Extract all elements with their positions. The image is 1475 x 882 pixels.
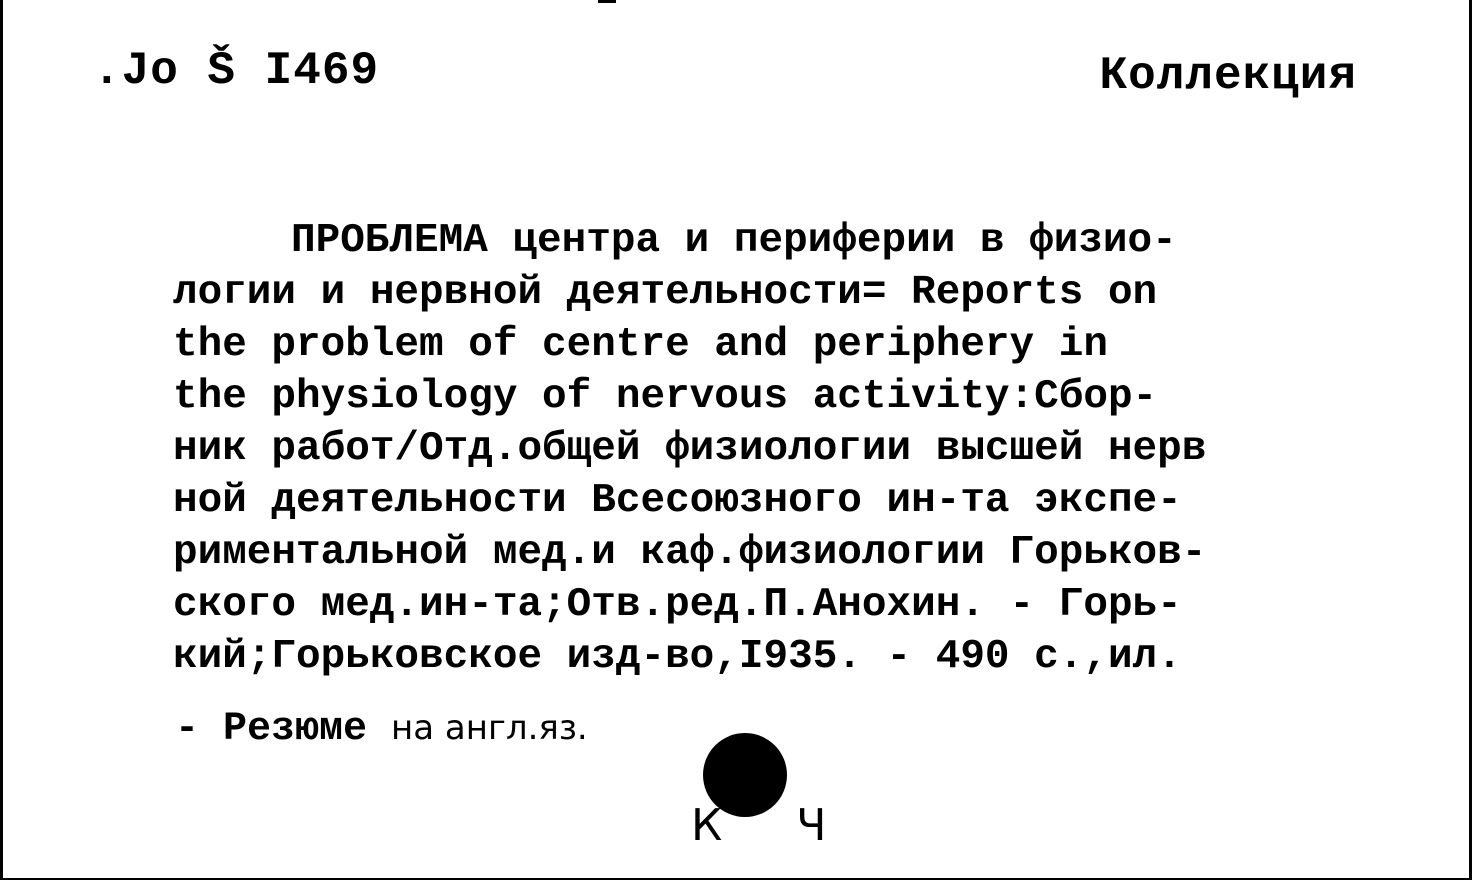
description-line: ПРОБЛЕМА центра и периферии в физио- (291, 218, 1177, 264)
description-line: риментальной мед.и каф.физиологии Горьков- (173, 530, 1207, 576)
summary-typed-text: - Резюме (175, 707, 392, 752)
shelf-mark: К Ч (691, 800, 857, 851)
description-line: the problem of centre and periphery in (173, 322, 1108, 368)
description-line: ник работ/Отд.общей физиологии высшей нерв (173, 426, 1207, 472)
description-line: кий;Горьковское изд-во,I935. - 490 с.,ил. (173, 634, 1182, 680)
card-edge-mark (598, 0, 616, 3)
summary-note (175, 702, 588, 752)
description-line: ского мед.ин-та;Отв.ред.П.Анохин. - Горь- (173, 582, 1182, 628)
description-line: ной деятельности Всесоюзного ин-та экспе- (173, 478, 1182, 524)
summary-handwritten-text: на англ.яз. (391, 708, 588, 748)
description-line: the physiology of nervous activity:Сбор- (173, 374, 1158, 420)
bibliographic-description (173, 215, 1463, 683)
description-line: логии и нервной деятельности= Reports on (173, 270, 1158, 316)
collection-label: Коллекция (1099, 50, 1357, 102)
call-number: .Jo Š I469 (93, 45, 380, 97)
